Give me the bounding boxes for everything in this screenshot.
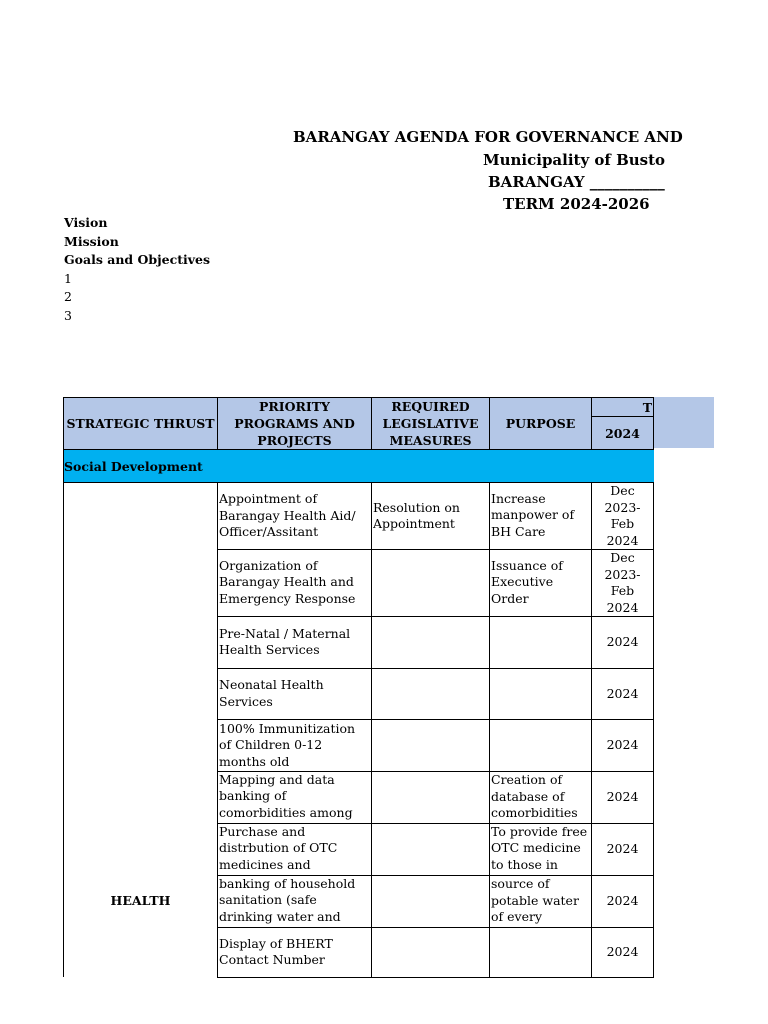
purpose-cell xyxy=(490,668,592,720)
year-cell-text: Dec 2023-Feb 2024 xyxy=(604,483,641,548)
year-cell-text: Dec 2023-Feb 2024 xyxy=(604,550,641,615)
goal-item: 2 xyxy=(64,289,72,304)
purpose-cell-text: Increase manpower of BH Care xyxy=(491,490,575,539)
term-line: TERM 2024-2026 xyxy=(503,195,650,213)
section-label: Social Development xyxy=(64,450,654,483)
col-timeline: T xyxy=(592,398,654,417)
legislative-cell xyxy=(372,823,490,875)
legislative-cell xyxy=(372,483,490,550)
legislative-cell xyxy=(372,617,490,669)
program-cell-text: Purchase and distrbution of OTC medicines and xyxy=(219,823,338,872)
header-extension xyxy=(654,397,714,448)
program-cell xyxy=(218,483,372,550)
purpose-cell xyxy=(490,617,592,669)
year-cell xyxy=(592,927,654,977)
year-cell xyxy=(592,720,654,772)
purpose-cell xyxy=(490,927,592,977)
section-row xyxy=(64,450,654,483)
purpose-cell xyxy=(490,550,592,617)
goal-item: 3 xyxy=(64,307,72,323)
year-cell xyxy=(592,875,654,927)
municipality-line: Municipality of Busto xyxy=(483,151,666,169)
vision-label: Vision xyxy=(64,215,108,230)
year-cell xyxy=(592,668,654,720)
table-row xyxy=(64,483,654,550)
year-cell xyxy=(592,483,654,550)
year-cell-text: 2024 xyxy=(606,943,639,959)
col-purpose: PURPOSE xyxy=(490,398,592,450)
purpose-cell-text: To provide free OTC medicine to those in xyxy=(491,823,588,872)
program-cell-text: 100% Immunitization of Children 0-12 months old xyxy=(219,720,356,769)
meta-block xyxy=(64,214,210,325)
purpose-cell xyxy=(490,720,592,772)
col-priority: PRIORITY PROGRAMS AND PROJECTS xyxy=(218,398,372,450)
purpose-cell xyxy=(490,483,592,550)
legislative-cell xyxy=(372,720,490,772)
legislative-cell xyxy=(372,875,490,927)
program-cell xyxy=(218,668,372,720)
purpose-cell-text: Creation of database of comorbidities xyxy=(491,772,578,821)
year-cell xyxy=(592,771,654,823)
program-cell xyxy=(218,771,372,823)
year-cell-text: 2024 xyxy=(606,634,639,649)
year-cell-text: 2024 xyxy=(606,737,639,752)
strategic-thrust-cell: HEALTH xyxy=(64,483,218,978)
program-cell-text: Display of BHERT Contact Number xyxy=(219,935,333,967)
year-cell-text: 2024 xyxy=(606,788,639,804)
program-cell-text: Organization of Barangay Health and Emergency Response xyxy=(219,557,356,606)
year-cell xyxy=(592,823,654,875)
program-cell-text: Mapping and data banking of comorbidities among xyxy=(219,771,353,820)
program-cell xyxy=(218,927,372,977)
agenda-table xyxy=(63,397,654,978)
program-cell xyxy=(218,617,372,669)
mission-label: Mission xyxy=(64,233,119,249)
year-cell-text: 2024 xyxy=(606,892,639,908)
program-cell xyxy=(218,875,372,927)
col-legislative: REQUIRED LEGISLATIVE MEASURES xyxy=(372,398,490,450)
legislative-cell xyxy=(372,550,490,617)
year-cell-text: 2024 xyxy=(606,685,639,701)
purpose-cell xyxy=(490,823,592,875)
purpose-cell xyxy=(490,875,592,927)
legislative-cell-text: Resolution on Appointment xyxy=(373,499,460,531)
goals-label: Goals and Objectives xyxy=(64,252,211,267)
col-strategic-thrust: STRATEGIC THRUST xyxy=(64,398,218,450)
program-cell-text: Pre-Natal / Maternal Health Services xyxy=(219,625,351,658)
goal-item: 1 xyxy=(64,270,72,286)
legislative-cell xyxy=(372,668,490,720)
program-cell-text: banking of household sanitation (safe drinking water and xyxy=(219,875,356,924)
year-cell-text: 2024 xyxy=(606,840,639,856)
program-cell xyxy=(218,720,372,772)
program-cell-text: Appointment of Barangay Health Aid/ Officer/Assitant xyxy=(219,491,356,540)
purpose-cell xyxy=(490,771,592,823)
program-cell xyxy=(218,823,372,875)
program-cell xyxy=(218,550,372,617)
legislative-cell xyxy=(372,771,490,823)
legislative-cell xyxy=(372,927,490,977)
purpose-cell-text: source of potable water of every xyxy=(491,876,579,925)
program-cell-text: Neonatal Health Services xyxy=(219,677,324,709)
barangay-line: BARANGAY __________ xyxy=(488,173,665,191)
col-year: 2024 xyxy=(592,417,654,450)
doc-title: BARANGAY AGENDA FOR GOVERNANCE AND xyxy=(293,128,683,146)
year-cell xyxy=(592,550,654,617)
purpose-cell-text: Issuance of Executive Order xyxy=(491,557,563,606)
year-cell xyxy=(592,617,654,669)
